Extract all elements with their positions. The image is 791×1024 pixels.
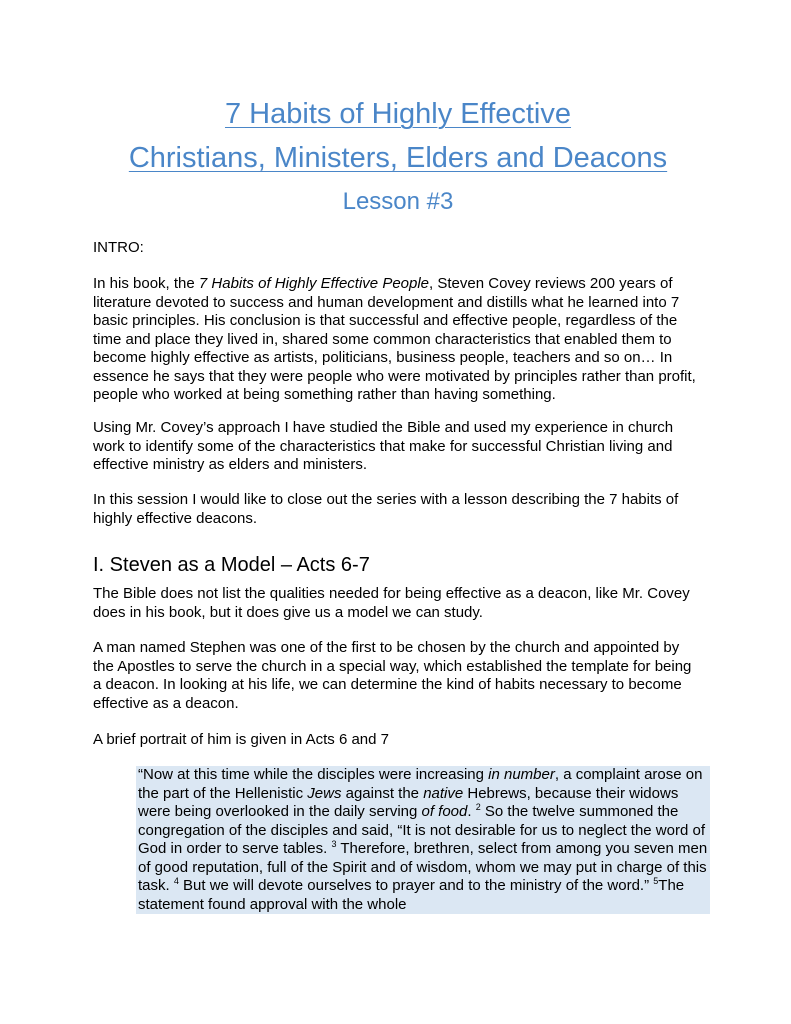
section-1-heading: I. Steven as a Model – Acts 6-7 xyxy=(93,554,370,576)
lesson-subtitle: Lesson #3 xyxy=(342,188,454,215)
paragraph-6-block xyxy=(93,731,703,750)
paragraph-3-block xyxy=(93,491,703,528)
paragraph-4: The Bible does not list the qualities needed for being effective as a deacon, like Mr. Covey does in his book, but it does give us a model we can study. xyxy=(93,585,690,621)
paragraph-1-start: In his book, the xyxy=(93,275,199,292)
quote-italic-jews: Jews xyxy=(307,784,342,802)
title-line-2: Christians, Ministers, Elders and Deacons xyxy=(128,142,668,174)
quote-italic-native: native xyxy=(423,784,464,802)
paragraph-2-block xyxy=(93,419,703,475)
verse-number-4: 4 xyxy=(173,876,179,886)
paragraph-5: A man named Stephen was one of the first to be chosen by the church and appointed by the Apostles to serve the church in a special way, which established the template for being a deacon. In looking at his life, we can determine the kind of habits necessary to become effective as a deacon. xyxy=(93,639,692,712)
quote-text-6: So the twelve summoned the congregation of the disciples and said, “It is not desirable for us to neglect the word of God in order to serve tables. xyxy=(138,803,705,857)
paragraph-3: In this session I would like to close out the series with a lesson describing the 7 habits of highly effective deacons. xyxy=(93,491,679,527)
title-line-1: 7 Habits of Highly Effective xyxy=(224,98,572,130)
quote-italic-in-number: in number xyxy=(488,766,555,783)
quote-text-5: . xyxy=(467,803,476,820)
verse-number-5: 5 xyxy=(653,876,659,886)
quote-text-8: But we will devote ourselves to prayer and to the ministry of the word.” xyxy=(178,877,654,894)
paragraph-1 xyxy=(93,275,703,405)
quote-text-3: against the xyxy=(341,784,424,802)
quote-text-7: Therefore, brethren, select from among you seven men of good reputation, full of the Spirit and of wisdom, whom we may put in charge of this task. xyxy=(138,840,708,894)
quote-text-1: “Now at this time while the disciples were increasing xyxy=(138,766,489,783)
title-block xyxy=(93,92,703,220)
verse-number-3: 3 xyxy=(331,839,337,849)
quote-text-2: , a complaint arose on the part of the Hellenistic xyxy=(138,766,703,802)
quote-italic-of-food: of food xyxy=(421,803,468,820)
paragraph-6: A brief portrait of him is given in Acts 6 and 7 xyxy=(93,731,389,748)
paragraph-5-block xyxy=(93,639,703,713)
paragraph-2: Using Mr. Covey’s approach I have studied the Bible and used my experience in church work to identify some of the characteristics that make for successful Christian living and effective ministry as elders and ministers. xyxy=(93,419,674,473)
intro-label-block xyxy=(93,239,703,258)
paragraph-4-block xyxy=(93,585,703,622)
quote-text-9: The statement found approval with the whole xyxy=(138,877,685,913)
quote-text-4: Hebrews, because their widows were being overlooked in the daily serving xyxy=(138,784,679,820)
verse-number-2: 2 xyxy=(475,802,481,812)
paragraph-1-block xyxy=(93,275,703,405)
paragraph-1-rest: , Steven Covey reviews 200 years of literature devoted to success and human development and distills what he learned into 7 basic principles. His conclusion is that successful and effective people, regardless of the time and place they lived in, shared some common characteristics that enabled them to become highly effective as artists, politicians, business people, teachers and so on… In essence he says that they were people who were motivated by principles rather than profit, people who worked at being something rather than having something. xyxy=(93,275,696,403)
scripture-quote xyxy=(136,766,710,914)
intro-label: INTRO: xyxy=(93,239,144,256)
book-title: 7 Habits of Highly Effective People xyxy=(198,275,430,292)
